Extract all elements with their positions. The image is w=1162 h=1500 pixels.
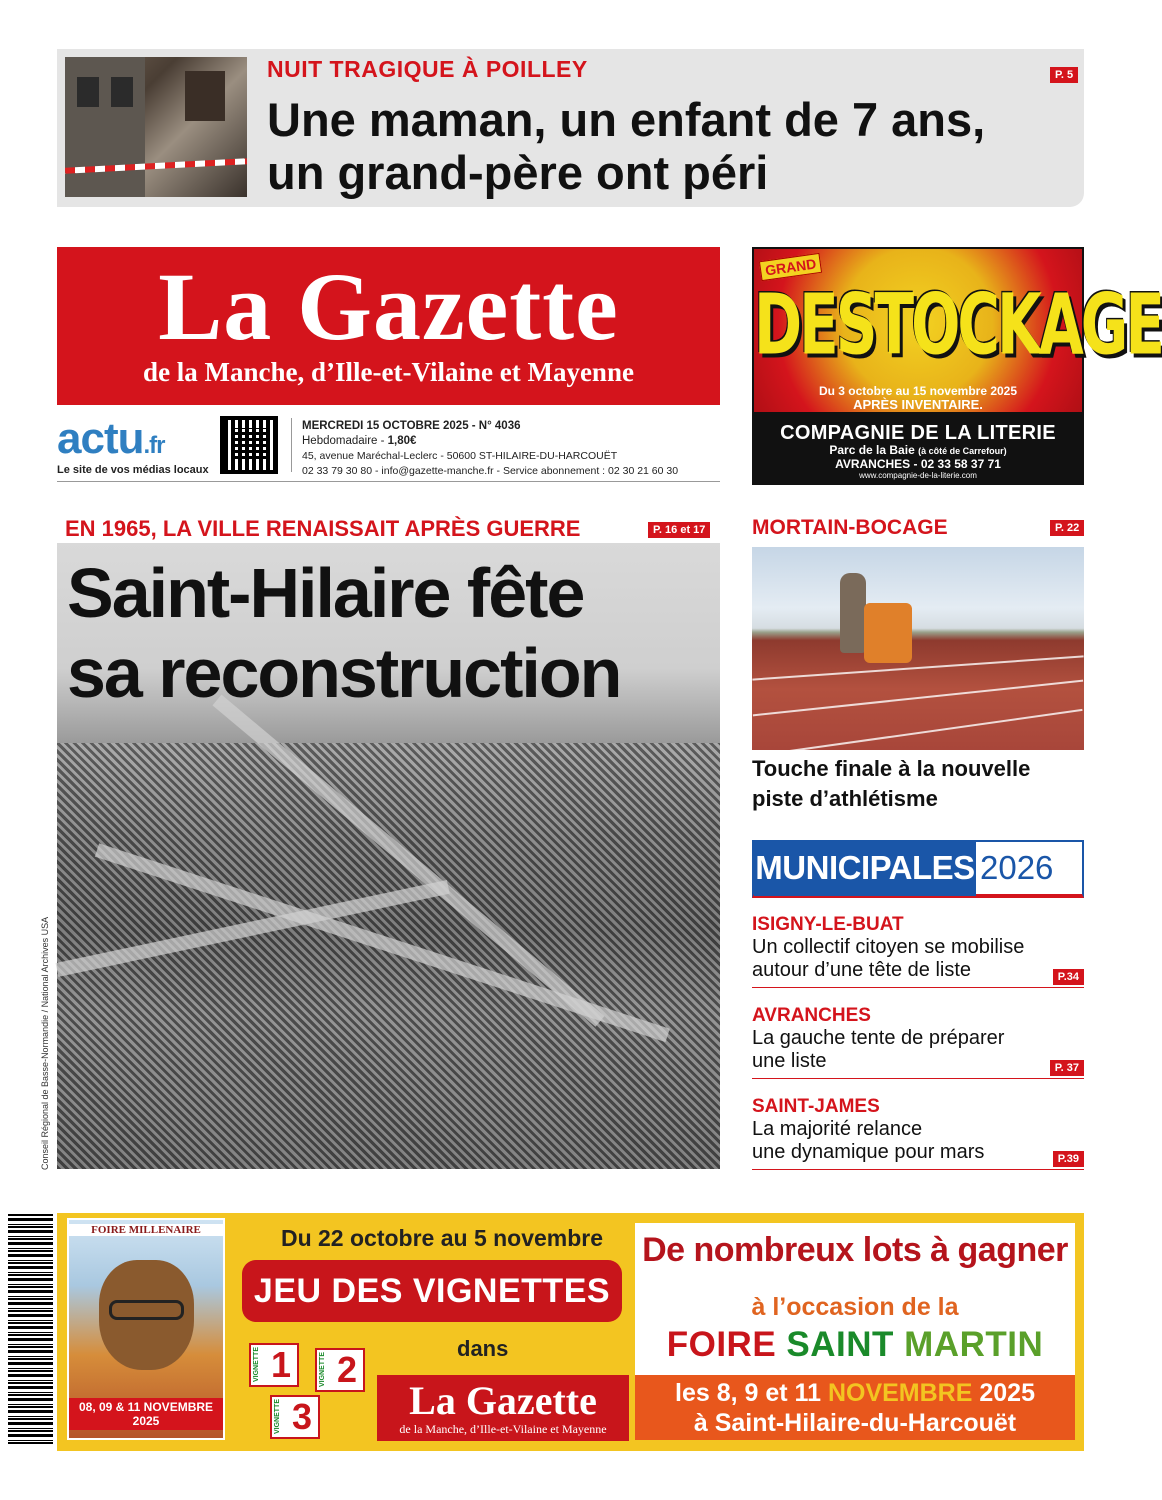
municipales-item-saint-james[interactable]: SAINT-JAMES La majorité relance une dynamique pour mars P.39 — [752, 1096, 1084, 1170]
ad-grand-label: GRAND — [759, 253, 823, 281]
event-dates: les 8, 9 et 11 NOVEMBRE 2025 à Saint-Hilaire-du-Harcouët — [635, 1375, 1075, 1440]
main-headline: Saint-Hilaire fête sa reconstruction — [67, 554, 621, 712]
ad-address: Parc de la Baie (à côté de Carrefour) — [829, 443, 1007, 457]
page-tag: P. 37 — [1050, 1060, 1084, 1076]
masthead-subtitle: de la Manche, d’Ille-et-Vilaine et Mayenne — [143, 357, 634, 387]
photo-credit: Conseil Régional de Basse-Normandie / National Archives USA — [40, 916, 50, 1170]
foire-info — [635, 1223, 1075, 1440]
qr-code-icon[interactable] — [220, 416, 278, 474]
side-kicker: MORTAIN-BOCAGE — [752, 516, 948, 539]
ad-company-block — [754, 412, 1082, 483]
vignette-3: VIGNETTE 3 — [270, 1395, 320, 1439]
municipales-item-isigny[interactable]: ISIGNY-LE-BUAT Un collectif citoyen se mobilise autour d’une tête de liste P.34 — [752, 914, 1084, 988]
teaser-page-tag: P. 5 — [1050, 67, 1078, 83]
game-dates: Du 22 octobre au 5 novembre — [280, 1225, 604, 1251]
ad-banner — [754, 249, 1162, 412]
foire-poster: FOIRE MILLENAIRE 08, 09 & 11 NOVEMBRE 2025 — [67, 1218, 225, 1440]
ad-dates: Du 3 octobre au 15 novembre 2025 APRÈS INVENTAIRE. — [818, 384, 1018, 412]
municipales-year: 2026 — [980, 849, 1054, 886]
teaser-headline: Une maman, un enfant de 7 ans, un grand-père ont péri — [267, 93, 986, 199]
side-page-tag: P. 22 — [1050, 520, 1084, 536]
divider — [291, 418, 292, 472]
occasion-text: à l’occasion de la — [751, 1293, 959, 1321]
gazette-logo: La Gazette de la Manche, d’Ille-et-Vilaine et Mayenne — [377, 1375, 629, 1441]
teaser-kicker: NUIT TRAGIQUE À POILLEY — [267, 56, 588, 82]
municipales-title: MUNICIPALES — [754, 842, 976, 896]
page-tag: P.39 — [1053, 1151, 1084, 1167]
info-bar — [57, 412, 720, 482]
page-tag: P.34 — [1053, 969, 1084, 985]
side-headline: Touche finale à la nouvelle piste d’athlétisme — [752, 756, 1031, 811]
main-kicker: EN 1965, LA VILLE RENAISSAIT APRÈS GUERRE — [65, 516, 581, 541]
municipales-banner — [752, 840, 1084, 898]
publication-info: MERCREDI 15 OCTOBRE 2025 - N° 4036 Hebdomadaire - 1,80€ 45, avenue Maréchal-Leclerc - 50600 ST-HILAIRE-DU-HARCOUËT 02 33 79 30 80 - info@gazette-manche.fr - Service abonnement : 02 30 21 60 30 — [302, 420, 679, 477]
game-dans: dans — [457, 1336, 509, 1361]
prizes-text: De nombreux lots à gagner — [642, 1231, 1068, 1269]
masthead-title: La Gazette — [158, 253, 619, 360]
vignette-1: VIGNETTE 1 — [249, 1343, 299, 1387]
destockage-ad[interactable] — [752, 247, 1162, 485]
vignette-2: VIGNETTE 2 — [315, 1348, 365, 1392]
masthead — [57, 247, 720, 405]
barcode-icon — [8, 1214, 53, 1444]
ad-company-name: COMPAGNIE DE LA LITERIE — [780, 422, 1056, 444]
main-page-tag: P. 16 et 17 — [648, 522, 710, 538]
actu-tagline: Le site de vos médias locaux — [57, 464, 209, 476]
fire-photo — [65, 57, 247, 197]
ad-url[interactable]: www.compagnie-de-la-literie.com — [859, 471, 977, 480]
game-title: JEU DES VIGNETTES — [242, 1260, 622, 1322]
track-photo[interactable] — [752, 547, 1084, 750]
ad-headline: DESTOCKAGE — [754, 275, 1162, 374]
foire-ad[interactable] — [57, 1213, 1084, 1451]
top-teaser[interactable] — [57, 49, 1084, 207]
ad-phone: AVRANCHES - 02 33 58 37 71 — [835, 457, 1001, 471]
foire-saint-martin: FOIRE SAINT MARTIN — [666, 1325, 1044, 1364]
actu-logo[interactable]: actu.fr — [57, 414, 165, 463]
main-story-photo[interactable] — [57, 543, 720, 1169]
municipales-item-avranches[interactable]: AVRANCHES La gauche tente de préparer une liste P. 37 — [752, 1005, 1084, 1079]
